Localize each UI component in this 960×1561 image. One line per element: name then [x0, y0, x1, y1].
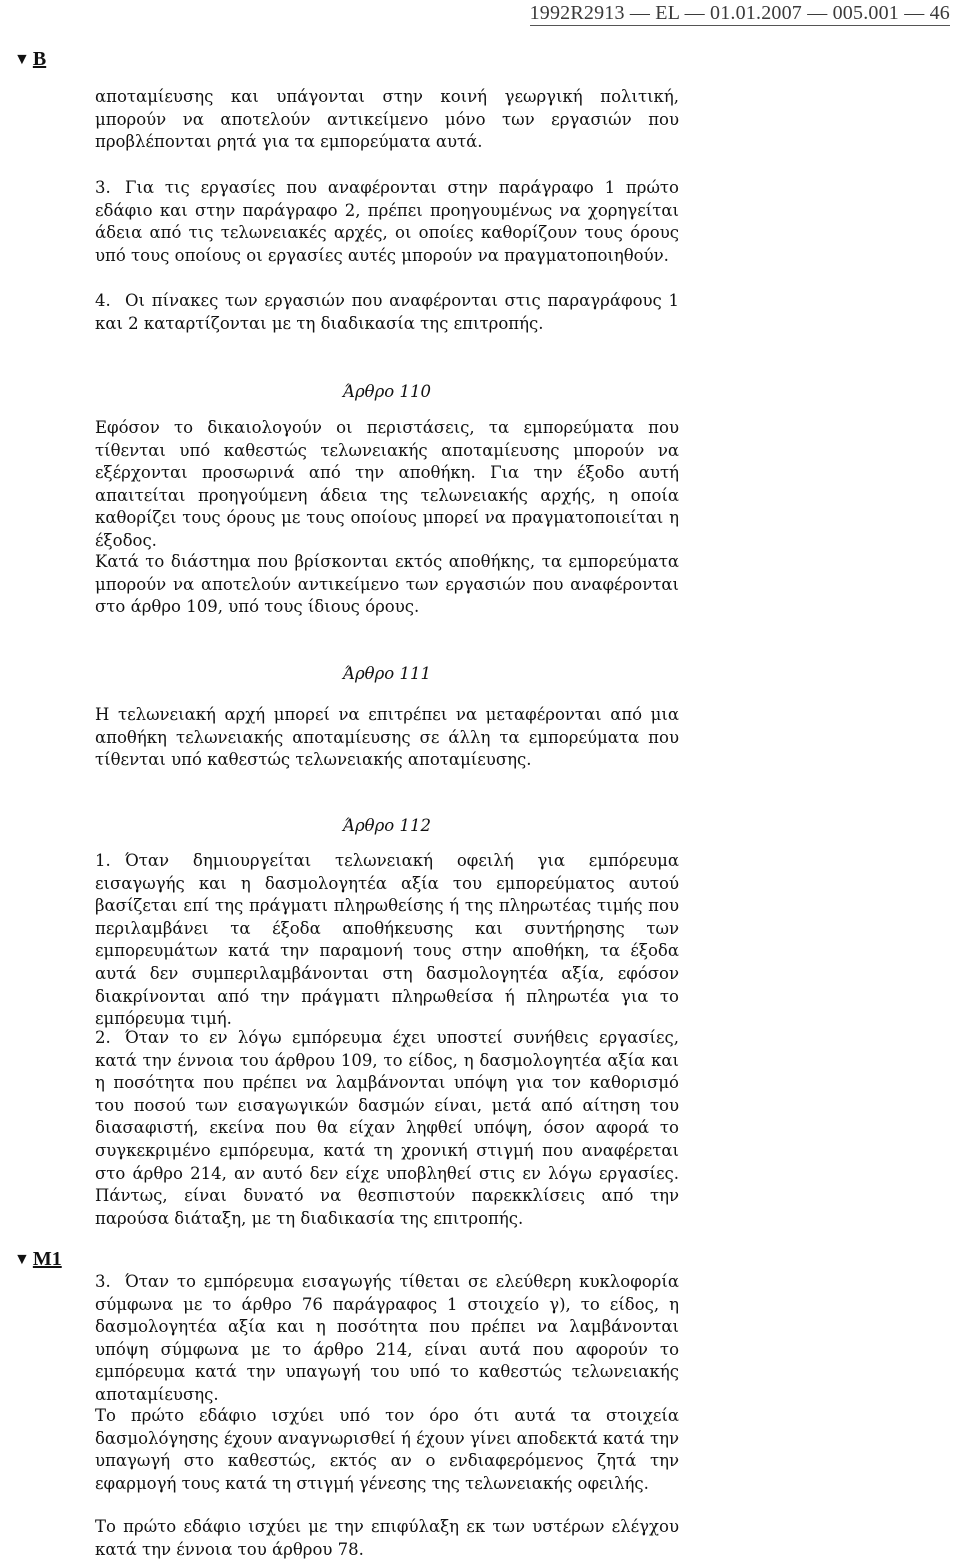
- article-112-paragraph-1: [95, 850, 679, 1031]
- article-112-paragraph-5: Το πρώτο εδάφιο ισχύει με την επιφύλαξη εκ των υστέρων ελέγχου κατά την έννοια του άρθρου 78.: [95, 1517, 679, 1559]
- article-112-paragraph-2: [95, 1027, 679, 1230]
- paragraph-number: 1.: [95, 851, 111, 870]
- paragraph-text: Όταν το εμπόρευμα εισαγωγής τίθεται σε ελεύθερη κυκλοφορία σύμφωνα με το άρθρο 76 παράγραφος 1 στοιχείο γ), το είδος, η δασμολογητέα αξία και η ποσότητα που πρέπει να λαμβάνονται υπόψη σύμφωνα με το άρθρο 214, είναι αυτά που αφορούν το εμπόρευμα κατά την υπαγωγή του υπό το καθεστώς τελωνειακής αποταμίευσης.: [95, 1272, 679, 1404]
- amendment-marker-m1[interactable]: [14, 1248, 62, 1271]
- article-110-title: Άρθρο 110: [343, 382, 431, 401]
- paragraph-number: 3.: [95, 1272, 111, 1291]
- article-112-title: Άρθρο 112: [343, 816, 431, 835]
- amendment-marker-b[interactable]: [14, 48, 46, 71]
- paragraph-number: 4.: [95, 291, 111, 310]
- paragraph-text: Για τις εργασίες που αναφέρονται στην παράγραφο 1 πρώτο εδάφιο και στην παράγραφο 2, πρέπει προηγουμένως να χορηγείται άδεια από τις τελωνειακές αρχές, οι οποίες καθορίζουν τους όρους υπό τους οποίους οι εργασίες αυτές μπορούν να πραγματοποιηθούν.: [95, 178, 679, 265]
- paragraph-number: 3.: [95, 178, 111, 197]
- article-110-paragraph-1: Εφόσον το δικαιολογούν οι περιστάσεις, τα εμπορεύματα που τίθενται υπό καθεστώς τελωνειακής αποταμίευσης μπορούν να εξέρχονται προσωρινά από την αποθήκη. Για την έξοδο αυτή απαιτείται προηγούμενη άδεια της τελωνειακής αρχής, η οποία καθορίζει τους όρους με τους οποίους μπορεί να πραγματοποιείται η έξοδος.: [95, 418, 679, 550]
- amendment-marker-label: M1: [32, 1248, 62, 1270]
- article-112-paragraph-4: Το πρώτο εδάφιο ισχύει υπό τον όρο ότι αυτά τα στοιχεία δασμολόγησης έχουν αναγνωρισθεί ή έχουν γίνει αποδεκτά κατά την υπαγωγή στο καθεστώς, εκτός αν ο ενδιαφερόμενος ζητά την εφαρμογή τους κατά τη στιγμή γένεσης της τελωνειακής οφειλής.: [95, 1406, 679, 1493]
- amendment-marker-label: B: [32, 48, 47, 70]
- triangle-down-icon: ▼: [14, 1251, 30, 1268]
- paragraph-4: [95, 290, 679, 335]
- header-divider: [530, 25, 950, 26]
- paragraph-text: Όταν δημιουργείται τελωνειακή οφειλή για εμπόρευμα εισαγωγής και η δασμολογητέα αξία του εμπορεύματος αυτού βασίζεται επί της πράγματι πληρωθείσης ή της πληρωτέας τιμής που περιλαμβάνει τα έξοδα αποθήκευσης και συντήρησης των εμπορευμάτων κατά την παραμονή τους στην αποθήκη, τα έξοδα αυτά δεν συμπεριλαμβάνονται στη δασμολογητέα αξία, εφόσον διακρίνονται από την πράγματι πληρωθείσα ή πληρωτέα για το εμπόρευμα τιμή.: [95, 851, 679, 1029]
- paragraph-number: 2.: [95, 1028, 111, 1047]
- paragraph-3: [95, 177, 679, 267]
- document-header: [530, 2, 950, 25]
- paragraph-text: Οι πίνακες των εργασιών που αναφέρονται στις παραγράφους 1 και 2 καταρτίζονται με τη διαδικασία της επιτροπής.: [95, 291, 679, 333]
- continued-paragraph: αποταμίευσης και υπάγονται στην κοινή γεωργική πολιτική, μπορούν να αποτελούν αντικείμενο μόνο των εργασιών που προβλέπονται ρητά για τα εμπορεύματα αυτά.: [95, 87, 679, 152]
- article-111-paragraph-1: Η τελωνειακή αρχή μπορεί να επιτρέπει να μεταφέρονται από μια αποθήκη τελωνειακής αποταμίευσης σε άλλη τα εμπορεύματα που τίθενται υπό καθεστώς τελωνειακής αποταμίευσης.: [95, 705, 679, 770]
- paragraph-text: Όταν το εν λόγω εμπόρευμα έχει υποστεί συνήθεις εργασίες, κατά την έννοια του άρθρου 109, το είδος, η δασμολογητέα αξία και η ποσότητα που πρέπει να λαμβάνονται υπόψη για τον καθορισμό του ποσού των εισαγωγικών δασμών είναι, μετά από αίτηση του διασαφιστή, εκείνα που θα είχαν ληφθεί υπόψη, όσον αφορά το συγκεκριμένο εμπόρευμα, κατά τη χρονική στιγμή που αναφέρεται στο άρθρο 214, αν αυτό δεν είχε υποβληθεί στις εν λόγω εργασίες. Πάντως, είναι δυνατό να θεσπιστούν παρεκκλίσεις από την παρούσα διάταξη, με τη διαδικασία της επιτροπής.: [95, 1028, 679, 1228]
- article-110-paragraph-2: Κατά το διάστημα που βρίσκονται εκτός αποθήκης, τα εμπορεύματα μπορούν να αποτελούν αντικείμενο των εργασιών που αναφέρονται στο άρθρο 109, υπό τους ίδιους όρους.: [95, 552, 679, 617]
- article-112-paragraph-3: [95, 1271, 679, 1407]
- article-111-title: Άρθρο 111: [343, 664, 431, 683]
- header-reference: 1992R2913 — EL — 01.01.2007 — 005.001 — 46: [529, 2, 950, 24]
- triangle-down-icon: ▼: [14, 51, 30, 68]
